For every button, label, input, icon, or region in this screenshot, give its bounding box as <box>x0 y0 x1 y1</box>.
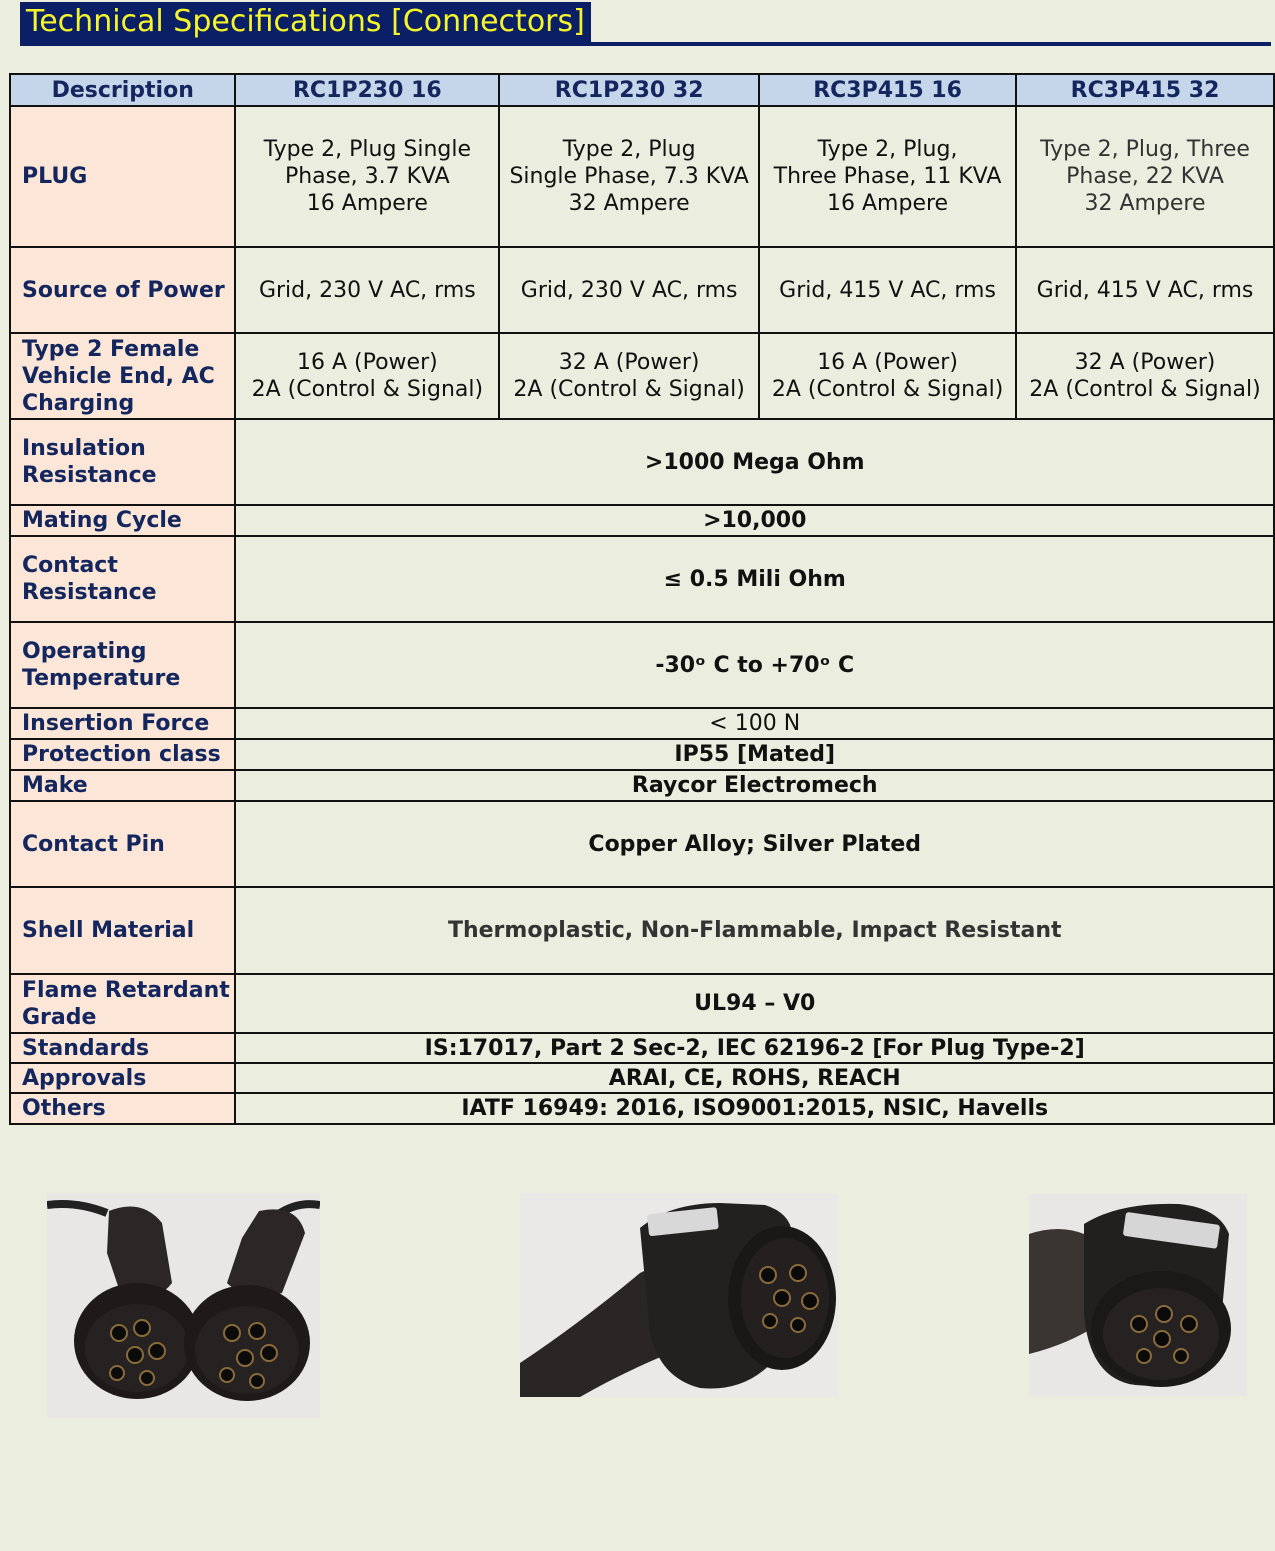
cell-line: 2A (Control & Signal) <box>251 377 484 402</box>
cell-contact-resistance: ≤ 0.5 Mili Ohm <box>235 536 1274 622</box>
cell-type2-1 <box>235 333 499 419</box>
label-insertion-force: Insertion Force <box>10 708 235 739</box>
label-protection-class: Protection class <box>10 739 235 770</box>
label-contact-resistance <box>10 536 235 622</box>
row-shell-material <box>10 887 1274 974</box>
cell-plug-1 <box>235 106 499 247</box>
connector-front-photo <box>1029 1194 1247 1396</box>
cell-line: Type 2, Plug, <box>817 137 958 162</box>
row-approvals <box>10 1063 1274 1093</box>
cell-line: 32 A (Power) <box>1074 350 1216 375</box>
cell-line: 16 Ampere <box>827 191 949 216</box>
cell-mating-cycle: >10,000 <box>235 505 1274 536</box>
cell-line: 32 Ampere <box>568 191 690 216</box>
label-others: Others <box>10 1093 235 1124</box>
cell-line: Type 2, Plug Single <box>263 137 472 162</box>
row-type2-female <box>10 333 1274 419</box>
cell-plug-2 <box>499 106 759 247</box>
cell-line: 2A (Control & Signal) <box>513 377 745 402</box>
header-model-3: RC3P415 16 <box>759 74 1016 106</box>
cell-line: 16 A (Power) <box>817 350 958 375</box>
cell-line: 32 Ampere <box>1084 191 1206 216</box>
label-line: Type 2 <box>22 336 103 362</box>
cell-contact-pin: Copper Alloy; Silver Plated <box>235 801 1274 887</box>
cell-flame-retardant: UL94 – V0 <box>235 974 1274 1033</box>
cell-line: Single Phase, 7.3 KVA <box>509 164 749 189</box>
header-model-4: RC3P415 32 <box>1016 74 1274 106</box>
cell-plug-3 <box>759 106 1016 247</box>
cell-line: Type 2, Plug <box>562 137 696 162</box>
label-line: Temperature <box>22 666 181 691</box>
label-flame-retardant <box>10 974 235 1033</box>
cell-line: Phase, 22 KVA <box>1066 164 1224 189</box>
row-protection-class <box>10 739 1274 770</box>
label-line: Contact <box>22 553 118 578</box>
cell-approvals: ARAI, CE, ROHS, REACH <box>235 1063 1274 1093</box>
cell-type2-3 <box>759 333 1016 419</box>
label-line: Operating <box>22 639 147 664</box>
cell-plug-4 <box>1016 106 1274 247</box>
cell-line: 32 A (Power) <box>558 350 700 375</box>
cell-type2-4 <box>1016 333 1274 419</box>
label-line: Flame Retardant <box>22 977 230 1003</box>
row-source-of-power <box>10 247 1274 333</box>
label-mating-cycle: Mating Cycle <box>10 505 235 536</box>
row-insulation <box>10 419 1274 505</box>
label-plug: PLUG <box>10 106 235 247</box>
label-insulation <box>10 419 235 505</box>
label-source-of-power: Source of Power <box>10 247 235 333</box>
row-standards <box>10 1033 1274 1063</box>
cell-insulation: >1000 Mega Ohm <box>235 419 1274 505</box>
header-description: Description <box>10 74 235 106</box>
label-line: Grade <box>22 1004 97 1030</box>
header-model-2: RC1P230 32 <box>499 74 759 106</box>
label-operating-temperature <box>10 622 235 708</box>
label-line: Insulation <box>22 436 146 461</box>
cell-source-1: Grid, 230 V AC, rms <box>235 247 499 333</box>
header-row <box>10 74 1274 106</box>
row-make <box>10 770 1274 801</box>
cell-make: Raycor Electromech <box>235 770 1274 801</box>
cell-others: IATF 16949: 2016, ISO9001:2015, NSIC, Havells <box>235 1093 1274 1124</box>
cell-operating-temperature: -30ᵒ C to +70ᵒ C <box>235 622 1274 708</box>
header-model-1: RC1P230 16 <box>235 74 499 106</box>
cell-source-2: Grid, 230 V AC, rms <box>499 247 759 333</box>
label-shell-material: Shell Material <box>10 887 235 974</box>
cell-source-4: Grid, 415 V AC, rms <box>1016 247 1274 333</box>
connector-side-photo <box>520 1193 838 1397</box>
row-others <box>10 1093 1274 1124</box>
cell-line: 16 Ampere <box>306 191 428 216</box>
connector-pair-photo <box>47 1193 320 1418</box>
cell-line: 2A (Control & Signal) <box>1029 377 1261 402</box>
label-contact-pin: Contact Pin <box>10 801 235 887</box>
cell-line: Phase, 3.7 KVA <box>284 164 450 189</box>
label-approvals: Approvals <box>10 1063 235 1093</box>
row-contact-pin <box>10 801 1274 887</box>
title-underline <box>20 42 1271 46</box>
label-line: Female Vehicle <box>22 336 200 389</box>
row-mating-cycle <box>10 505 1274 536</box>
row-insertion-force <box>10 708 1274 739</box>
cell-shell-material: Thermoplastic, Non-Flammable, Impact Resistant <box>235 887 1274 974</box>
spec-table <box>9 73 1275 1125</box>
cell-standards: IS:17017, Part 2 Sec-2, IEC 62196-2 [For Plug Type-2] <box>235 1033 1274 1063</box>
row-plug <box>10 106 1274 247</box>
label-line: End, AC Charging <box>22 363 215 416</box>
label-line: Resistance <box>22 580 157 605</box>
cell-line: 2A (Control & Signal) <box>771 377 1004 402</box>
row-contact-resistance <box>10 536 1274 622</box>
cell-line: Three Phase, 11 KVA <box>773 164 1002 189</box>
row-flame-retardant <box>10 974 1274 1033</box>
label-type2-female <box>10 333 235 419</box>
label-line: Resistance <box>22 463 157 488</box>
page-title: Technical Specifications [Connectors] <box>20 2 591 42</box>
label-make: Make <box>10 770 235 801</box>
cell-insertion-force: < 100 N <box>235 708 1274 739</box>
row-operating-temperature <box>10 622 1274 708</box>
cell-type2-2 <box>499 333 759 419</box>
label-standards: Standards <box>10 1033 235 1063</box>
cell-protection-class: IP55 [Mated] <box>235 739 1274 770</box>
cell-source-3: Grid, 415 V AC, rms <box>759 247 1016 333</box>
cell-line: 16 A (Power) <box>296 350 438 375</box>
cell-line: Type 2, Plug, Three <box>1040 137 1250 162</box>
